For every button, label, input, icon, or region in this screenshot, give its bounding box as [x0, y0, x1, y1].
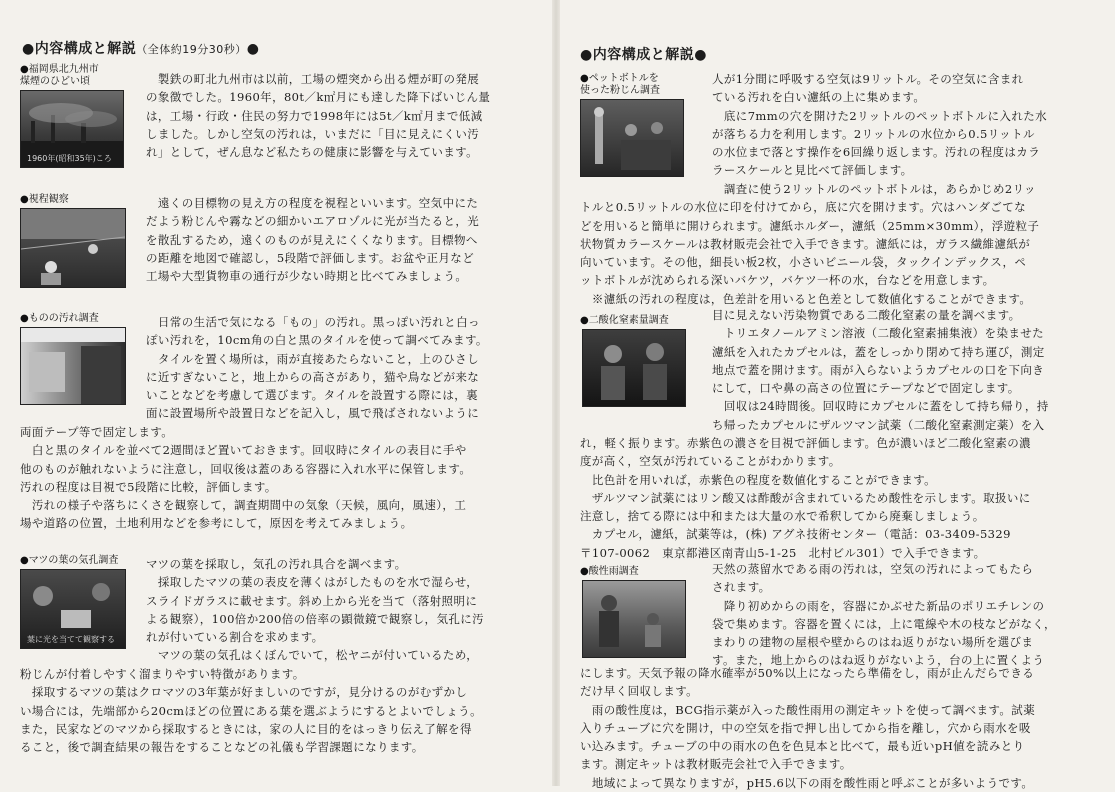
section-text-pet-bottle-top: 人が1分間に呼吸する空気は9リットル。その空気に含まれ ている汚れを白い濾紙の上に集めます。 底に7mmの穴を開けた2リットルのペットボトルに入れた水 が落ちる力を利用します。2リットルの水位から0.5リットル の水位まで落とす操作を6回繰り返します。汚れの程度はカラ ラースケールと見比べて評価します。	[712, 72, 1048, 178]
left-heading: ●内容構成と解説（全体約19分30秒）●	[22, 41, 260, 57]
building-graphic	[21, 328, 125, 404]
section-text-kitakyushu: 製鉄の町北九州市は以前，工場の煙突から出る煙が町の発展 の象徴でした。1960年，80t／k㎡月にも達した降下ばいじん量 は，工場・行政・住民の努力で1998年には5t／k㎡月まで低減 しました。しかし空気の汚れは，いまだに「目に見えにくい汚 れ」として，ぜん息など私たちの健康に影響を与えています。	[146, 72, 491, 160]
section-text-visibility: 遠くの目標物の見え方の程度を視程といいます。空気中にた だよう粉じんや霧などの細かいエアロゾルに光が当たると，光 を散乱するため，遠くのものが見えにくくなります。目標物へ の距離を地図で確認し，5段階で評価します。お盆や正月など 工場や大型貨物車の通行が少ない時期と比べてみましょう。	[146, 196, 480, 284]
section-label-no2: ●二酸化窒素量調査	[580, 315, 669, 326]
section-text-pine-top: マツの葉を採取し，気孔の汚れ具合を調べます。 採取したマツの葉の表皮を薄くはがしたものを水で湿らせ， スライドガラスに載せます。斜め上から光を当て（落射照明に よる観察），100倍か200倍の倍率の顕微鏡で観察し，気孔に汚 れが付いている割合を求めます。 マツの葉の気孔はくぼんでいて，松ヤニが付いているため，	[146, 557, 485, 663]
section-label-pine-needles: ●マツの葉の気孔調査	[20, 555, 119, 566]
page-fold	[552, 0, 560, 786]
two-people-graphic	[583, 330, 685, 406]
section-label-kitakyushu: ●福岡県北九州市 煤煙のひどい頃	[20, 64, 99, 87]
photo-pet-bottle-survey	[580, 99, 684, 177]
section-text-pet-bottle-bottom: 調査に使う2リットルのペットボトルは，あらかじめ2リッ トルと0.5リットルの水位に印を付けてから，底に穴を開けます。穴はハンダごてな どを用いると簡単に開けられます。濾紙ホルダー，濾紙（25mm×30mm），浮遊粒子 状物質カラースケールは教材販売会社で入手できます。濾紙には，ガラス繊維濾紙が 向いています。その他，細長い板2枚，小さいビニール袋，タックインデックス，ペ ットボトルが沈められる深いバケツ，バケツ一杯の水，台などを用意します。 ※濾紙の汚れの程度は，色差計を用いると色差として数値化することができます。	[580, 182, 1040, 306]
section-text-no2-bottom: れ，軽く振ります。赤紫色の濃さを目視で評価します。色が濃いほど二酸化窒素の濃 度が高く，空気が汚れていることがわかります。 比色計を用いれば，赤紫色の程度を数値化することができます。 ザルツマン試薬にはリン酸又は酢酸が含まれているため酸性を示します。取扱いに 注意し，捨てる際には中和または大量の水で希釈してから廃棄しましょう。 カプセル，濾紙，試薬等は，(株) アグネ技術センター（電話：03-3409-5329 〒107-0062 東京都港区南青山5-1-25 北村ビル301）で入手できます。	[580, 436, 1032, 560]
section-text-no2-top: 目に見えない汚染物質である二酸化窒素の量を調べます。 トリエタノールアミン溶液（二酸化窒素捕集液）を染ませた 濾紙を入れたカプセルは，蓋をしっかり閉めて持ち運び，測定 地点で蓋を開けます。雨が入らないようカプセルの口を下向き にして，口や鼻の高さの位置にテープなどで固定します。 回収は24時間後。回収時にカプセルに蓋をして持ち帰り，持 ち帰ったカプセルにザルツマン試薬（二酸化窒素測定薬）を入	[712, 308, 1049, 432]
right-heading: ●内容構成と解説●	[580, 47, 707, 63]
section-text-acid-rain-bottom: にします。天気予報の降水確率が50%以上になったら準備をし，雨が止んだらできる だけ早く回収します。 雨の酸性度は，BCG指示薬が入った酸性雨用の測定キットを使って調べます。試薬 入りチューブに穴を開け，中の空気を指で押し出してから指を離し，穴から雨水を吸 い込みます。チューブの中の雨水の色を色見本と比べて，最も近いpH値を読みとり ます。測定キットは教材販売会社で入手できます。 地域によって異なりますが，pH5.6以下の雨を酸性雨と呼ぶことが多いようです。	[580, 666, 1036, 790]
section-text-acid-rain-top: 天然の蒸留水である雨の汚れは，空気の汚れによってもたら されます。 降り初めからの雨を，容器にかぶせた新品のポリエチレンの 袋で集めます。容器を置くには，上に電線や木の枝などがなく， まわりの建物の屋根や壁からのはね返りがない場所を選びま す。また，地上からのはね返りがないよう，台の上に置くよう	[712, 562, 1056, 668]
photo-no2-survey	[582, 329, 686, 407]
section-text-pine-bottom: 粉じんが付着しやすく溜まりやすい特徴があります。 採取するマツの葉はクロマツの3年葉が好ましいのですが，見分けるのがむずかし い場合には，先端部から20cmほどの位置にある葉を選ぶようにするとよいでしょう。 また，民家などのマツから採取するときには，家の人に目的をはっきり伝え了解を得 ること，後で調査結果の報告をすることなどの礼儀も学習課題になります。	[20, 667, 482, 755]
observers-graphic	[21, 209, 125, 287]
students-graphic	[581, 100, 683, 176]
section-text-dirt-survey-top: 日常の生活で気になる「もの」の汚れ。黒っぽい汚れと白っ ぽい汚れを，10cm角の白と黒のタイルを使って調べてみます。 タイルを置く場所は，雨が直接あたらないこと，上のひさし に近すぎないこと，地上からの高さがあり，猫や鳥などが来な いことなどを考慮して選びます。タイルを設置する際には，裏 面に設置場所や設置日などを記入し，風で飛ばされないように	[146, 315, 488, 421]
photo-visibility-observation	[20, 208, 126, 288]
section-text-dirt-survey-bottom: 両面テープ等で固定します。 白と黒のタイルを並べて2週間ほど置いておきます。回収時にタイルの表目に手や 他のものが触れないように注意し，回収後は蓋のある容器に入れ水平に保管します。 汚れの程度は目視で5段階に比較，評価します。 汚れの様子や落ちにくさを観察して，調査期間中の気象（天候，風向，風速），工 場や道路の位置，土地利用などを参考にして，原因を考えてみましょう。	[20, 425, 472, 531]
section-label-visibility: ●視程観察	[20, 194, 69, 205]
section-label-pet-bottle: ●ペットボトルを 使った粉じん調査	[580, 73, 660, 96]
section-label-dirt-survey: ●ものの汚れ調査	[20, 313, 99, 324]
photo-acid-rain-survey	[582, 580, 686, 658]
photo-pine-observation: 葉に光を当てて観察する	[20, 569, 126, 649]
section-label-acid-rain: ●酸性雨調査	[580, 566, 639, 577]
rain-collection-graphic	[583, 581, 685, 657]
photo-tile-setup	[20, 327, 126, 405]
photo-smoky-city: 1960年(昭和35年)ころ	[20, 90, 124, 168]
